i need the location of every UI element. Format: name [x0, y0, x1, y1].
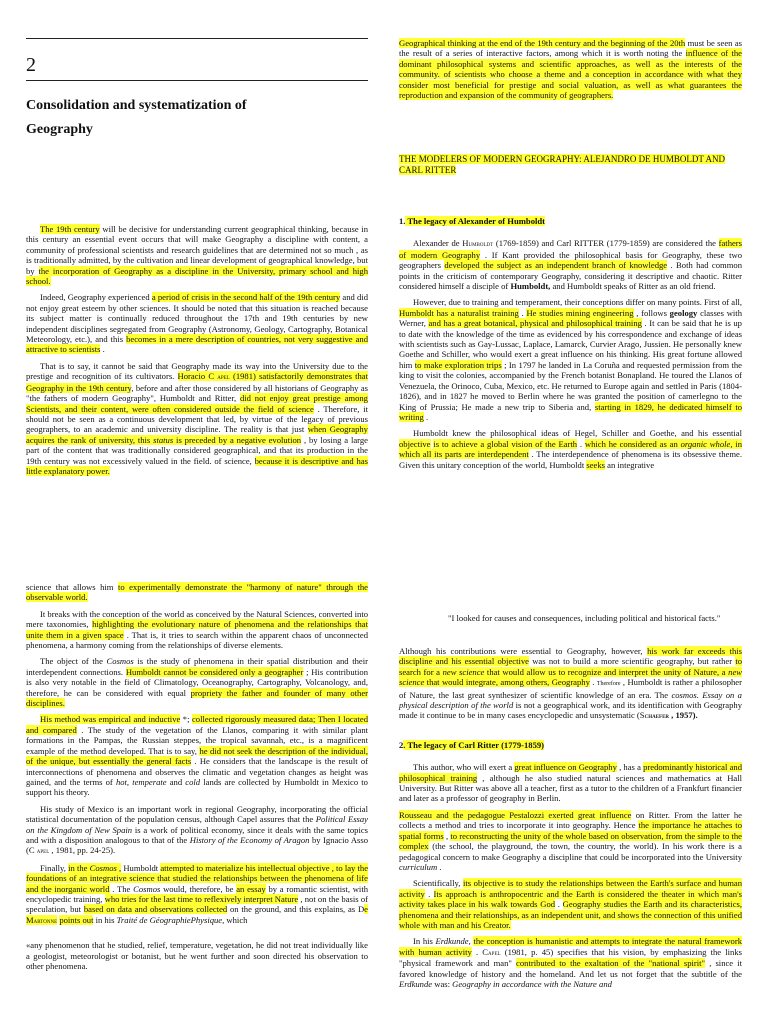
paragraph: Scientifically, its objective is to study the relationships between the Earth's surface and human activity . Its approach is anthropocentric and the Earth is considered the theater in which man's activity takes place in his walk towards God . Geography studies the Earth and its characteristics, phenomena and their relationships, as an independent unit, and shows the connection of this unified whole with man and his Creator.	[399, 878, 743, 930]
paragraph: science that allows him to experimentally demonstrate the "harmony of nature" through the observable world.	[26, 582, 368, 603]
paragraph: Although his contributions were essential to Geography, however, his work far exceeds this discipline and his essential objective was not to build a more scientific geography, but rather to search for a new science that would allow us to recognize and interpret the unity of Nature, a new science that would integrate, among others, Geography . Therefore , Humboldt is rather a philosopher of Nature, the last great synthesizer of scientific knowledge of an era. The cosmos. Essay on a physical description of the world is not a geographical work, and its identification with Geography made it continue to be in many cases encyclopedic and unsystematic (Schaefer , 1957).	[399, 646, 743, 721]
paragraph: This author, who will exert a great influence on Geography , has a predominantly historical and philosophical training , although he also studied natural sciences and mathematics at Hall University. But Ritter was above all a teacher, first as a tutor to the children of a Frankfurt financier and later as a professor of geography in Berlin.	[399, 762, 742, 804]
blockquote-paragraph: «any phenomenon that he studied, relief, temperature, vegetation, he did not treat individually like a geologist, meteorologist or botanist, but he went further and soon directed his observation to other phenomena.	[26, 940, 368, 971]
section-heading-ritter: 2. The legacy of Carl Ritter (1779-1859)	[399, 739, 545, 750]
paragraph: In his Erdkunde, the conception is humanistic and attempts to integrate the natural framework with human activity . Capel (1981, p. 45) specifies that his vision, by emphasizing the links "physical framework and man" contributed to the exaltation of the "national spirit" , since it favored knowledge of history and the homeland. And let us not forget that the subtitle of the Erdkunde was: Geography in accordance with the Nature and	[399, 936, 743, 989]
chapter-title	[26, 94, 326, 142]
paragraph: His method was empirical and inductive *; collected rigorously measured data; Then I located and compared . The study of the vegetation of the Llanos, comparing it with similar plant formations in the Pampas, the Russian steppes, the tropical savannah, etc., is a magnificent example of the method developed. That is to say, he did not seek the description of the individual, of the unique, but essentially the general facts . He considers that the landscape is the result of interconnections of phenomena and observes the climatic and vegetation changes as height was gained, and the terms of hot, temperate and cold lands are collected by Humboldt in Mexico to support his theory.	[26, 714, 369, 798]
left-top-column	[26, 224, 368, 482]
section-heading-modelers: THE MODELERS OF MODERN GEOGRAPHY: ALEJANDRO DE HUMBOLDT AND CARL RITTER	[399, 154, 726, 175]
paragraph: Alexander de Humboldt (1769-1859) and Carl RITTER (1779-1859) are considered the fathers of modern Geography . If Kant provided the philosophical basis for Geography, these two geographers developed the subject as an independent branch of knowledge . Both had common points in the criticism of contemporary Geography, considering it descriptive and chaotic. Ritter considered himself a disciple of Humboldt, and Humboldt speaks of Ritter as an old friend.	[399, 238, 743, 292]
right-middle-column	[399, 216, 742, 476]
top-rule-left	[26, 38, 368, 39]
paragraph: That is to say, it cannot be said that Geography made its way into the University due to the prestige and recognition of its cultivators. Horacio C apel (1981) satisfactorily demonstrates that Geography in the 19th century, before and after those considered by all historians of Geography as "the fathers of modern Geography", Humboldt and Ritter, did not enjoy great prestige among Scientists, and their content, were often considered outside the field of science . Therefore, it should not be seen as a continuous development that led, by virtue of the legacy of previous geographers, to an academic and university discipline. The reality is that just when Geography acquires the rank of university, this status is preceded by a negative evolution , by losing a large part of the content that was traditionally considered geographical, and that its production in the 19th century was not excessively valued in the field. of science, because it is descriptive and has little explanatory power.	[26, 360, 369, 476]
chapter-number: 2	[26, 54, 36, 76]
paragraph: Indeed, Geography experienced a period of crisis in the second half of the 19th century and did not enjoy great esteem by other sciences. It should be noted that this situation is reached because its subject matter is continually reduced throughout the 17th and 19th centuries by new independent disciplines segregated from Geography (Astronomy, Geology, Cartography, Botanical Meteorology, etc.), and this becomes in a mere description of countries, not very suggestive and attractive to scientists .	[26, 292, 369, 355]
paragraph: Geographical thinking at the end of the 19th century and the beginning of the 20th must be seen as the result of a series of interactive factors, among which it is worth noting the influence of the dominant philosophical systems and scientific approaches, as well as the interests of the community. of scientists who choose a theme and a conception in accordance with what they consider most beneficial for prestige and social valuation, as well as what guarantees the reproduction and expansion of the community of geographers.	[399, 38, 742, 101]
paragraph: It breaks with the conception of the world as conceived by the Natural Sciences, converted into mere taxonomies, highlighting the evolutionary nature of phenomena and the relationships that unite them in a given space . That is, it tries to search within the apparent chaos of unconnected phenomena, a harmony coming from the relationships of diverse elements.	[26, 608, 368, 651]
section-heading-humboldt: 1. The legacy of Alexander of Humboldt	[399, 216, 546, 226]
paragraph: His study of Mexico is an important work in regional Geography, incorporating the official statistical documentation of the population census, although Capel assures that the Political Essay on the Kingdom of New Spain is a work of political economy, since it deals with the same topics and with a disposition analogous to that of the History of the Economy of Aragon by Ignacio Asso (C apel , 1981, pp. 24-25).	[26, 803, 369, 856]
chapter-rule	[26, 80, 368, 81]
right-top-column	[399, 38, 742, 106]
paragraph: Rousseau and the pedagogue Pestalozzi exerted great influence on Ritter. From the latter he collects a method and tries to incorporate it into geography. Hence the importance he attaches to spatial forms , to reconstructing the unity of the whole based on observation, from the simple to the complex (the school, the playground, the town, the country, the world). In his work there is a pedagogical concern to make Geography a discipline that could be incorporated into the University curriculum .	[399, 809, 742, 872]
chapter-title-line2: Geography	[26, 122, 93, 137]
paragraph: Humboldt knew the philosophical ideas of Hegel, Schiller and Goethe, and his essential objective is to achieve a global vision of the Earth . which he considered as an organic whole, in which all its parts are interdependent . The interdependence of phenomena is its obsessive theme. Given this unitary conception of the world, Humboldt seeks an integrative	[399, 428, 742, 470]
chapter-title-line1: Consolidation and systematization of	[26, 98, 247, 113]
paragraph: Finally, in the Cosmos , Humboldt attempted to materialize his intellectual objective , to lay the foundations of an integrative science that studied the relationships between the phenomena of life and the inorganic world . The Cosmos would, therefore, be an essay by a romantic scientist, with encyclopedic training, who tries for the last time to reflexively interpret Nature , not on the basis of speculation, but based on data and observations collected on the ground, and this explains, as De Martonne points out in his Traité de GéographiePhysique, which	[26, 862, 369, 925]
left-bottom-column	[26, 582, 368, 977]
paragraph: The 19th century will be decisive for understanding current geographical thinking, because in this century an essential event occurs that will make Geography a discipline with content, a community of professional scientists and research guidelines that are determined not so much , as is traditionally admitted, by the cultivation and linear development of geographical knowledge, but by the incorporation of Geography as a discipline in the University, primary school and high school.	[26, 224, 368, 287]
quote-line: "I looked for causes and consequences, including political and historical facts."	[448, 613, 721, 623]
right-bottom-column	[399, 646, 742, 995]
paragraph: However, due to training and temperament, their conceptions differ on many points. First of all, Humboldt has a naturalist training . He studies mining engineering , follows geology classes with Werner, and has a great botanical, physical and philosophical training . It can be said that he is up to date with the knowledge of the time as evidenced by his correspondence and exchange of ideas with scientists such as Gay-Lussac, Laplace, Lamarck, Curvier Arago, Jussien. He personally knew Goethe and Schiller, who would exert a great influence on his thinking. His great fortune allowed him to make exploration trips ; In 1797 he landed in La Coruña and requested permission from the king to visit the colonies, accompanied by the French botanist Bonapland. He toured the Llanos of Venezuela, the Orinoco, Cuba, Mexico, etc. He returned to Europe again and settled in Paris (1804-1826), and in 1827 he moved to Berlin where he was granted the position of camerlegno to the King of Prussia; He made a new trip to Siberia and, starting in 1829, he dedicated himself to writing .	[399, 297, 742, 422]
paragraph: The object of the Cosmos is the study of phenomena in their spatial distribution and their interdependent connections. Humboldt cannot be considered only a geographer ; His contribution is also very notable in the field of Climatology, Oceanography, Cartography, Volcanology, and, therefore, he can be considered with equal propriety the father and founder of many other disciplines.	[26, 656, 369, 709]
